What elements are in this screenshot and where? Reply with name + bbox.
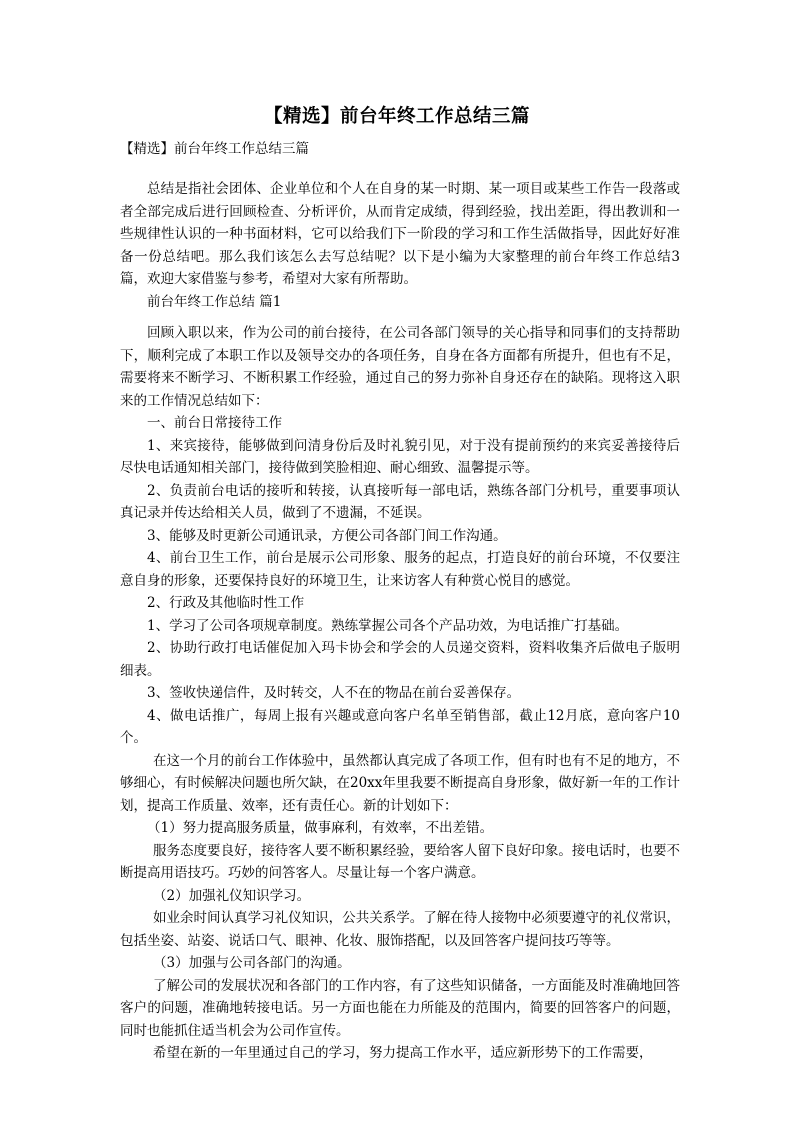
intro-block xyxy=(120,178,680,313)
list-item: 3、能够及时更新公司通讯录，方便公司各部门间工作沟通。 xyxy=(147,527,507,544)
list-item: 2、负责前台电话的接听和转接，认真接听每一部电话，熟练各部门分机号，重要事项认真记录并传达给相关人员，做到了不遗漏，不延误。 xyxy=(120,482,680,521)
document-subtitle: 【精选】前台年终工作总结三篇 xyxy=(120,141,309,157)
list-item: 1、来宾接待，能够做到问清身份后及时礼貌引见，对于没有提前预约的来宾妥善接待后尽快电话通知相关部门，接待做到笑脸相迎、耐心细致、温馨提示等。 xyxy=(120,437,680,476)
list-item: 1、学习了公司各项规章制度。熟练掌握公司各个产品功效，为电话推广打基础。 xyxy=(147,617,629,634)
plan-heading: （2）加强礼仪知识学习。 xyxy=(153,887,311,904)
intro-paragraph: 总结是指社会团体、企业单位和个人在自身的某一时期、某一项目或某些工作告一段落或者全部完成后进行回顾检查、分析评价，从而肯定成绩，得到经验，找出差距，得出教训和一些规律性认识的一种书面材料，它可以给我们下一阶段的学习和工作生活做指导，因此好好准备一份总结吧。那么我们该怎么去写总结呢？以下是小编为大家整理的前台年终工作总结3篇，欢迎大家借鉴与参考，希望对大家有所帮助。 xyxy=(120,181,680,287)
list-item: 3、签收快递信件，及时转交，人不在的物品在前台妥善保存。 xyxy=(147,685,521,701)
plan-detail: 服务态度要良好，接待客人要不断积累经验，要给客人留下良好印象。接电话时，也要不断提高用语技巧。巧妙的问答客人。尽量让每一个客户满意。 xyxy=(120,842,680,881)
body-paragraph: 希望在新的一年里通过自己的学习，努力提高工作水平，适应新形势下的工作需要， xyxy=(153,1045,653,1061)
list-item: 4、做电话推广，每周上报有兴趣或意向客户名单至销售部，截止12月底，意向客户10个。 xyxy=(120,707,680,746)
body-paragraph: 回顾入职以来，作为公司的前台接待，在公司各部门领导的关心指导和同事们的支持帮助下，顺利完成了本职工作以及领导交办的各项任务，自身在各方面都有所提升，但也有不足，需要将来不断学习、不断积累工作经验，通过自己的努力弥补自身还存在的缺陷。现将这入职来的工作情况总结如下： xyxy=(120,325,680,409)
plan-heading: （3）加强与公司各部门的沟通。 xyxy=(153,955,351,971)
list-item: 4、前台卫生工作，前台是展示公司形象、服务的起点，打造良好的前台环境，不仅要注意自身的形象，还要保持良好的环境卫生，让来访客人有种赏心悦目的感觉。 xyxy=(120,550,680,589)
plan-detail: 了解公司的发展状况和各部门的工作内容，有了这些知识储备，一方面能及时准确地回答客户的问题，准确地转接电话。另一方面也能在力所能及的范围内，简要的回答客户的问题，同时也能抓住适当机会为公司作宣传。 xyxy=(120,977,680,1039)
subheading: 2、行政及其他临时性工作 xyxy=(147,595,305,611)
list-item: 2、协助行政打电话催促加入玛卡协会和学会的人员递交资料，资料收集齐后做电子版明细表。 xyxy=(120,640,680,679)
plan-heading: （1）努力提高服务质量，做事麻利，有效率，不出差错。 xyxy=(147,820,494,836)
document-title: 【精选】前台年终工作总结三篇 xyxy=(263,106,530,127)
body-paragraph: 在这一个月的前台工作体验中，虽然都认真完成了各项工作，但有时也有不足的地方，不够细心，有时候解决问题也所欠缺，在20xx年里我要不断提高自身形象，做好新一年的工作计划，提高工作质量、效率，还有责任心。新的计划如下： xyxy=(120,752,680,814)
body-block xyxy=(120,322,680,1065)
subheading: 一、前台日常接待工作 xyxy=(147,415,282,431)
section-heading: 前台年终工作总结 篇1 xyxy=(147,293,282,310)
plan-detail: 如业余时间认真学习礼仪知识，公共关系学。了解在待人接物中必须要遵守的礼仪常识，包括坐姿、站姿、说话口气、眼神、化妆、服饰搭配，以及回答客户提问技巧等等。 xyxy=(120,910,680,949)
